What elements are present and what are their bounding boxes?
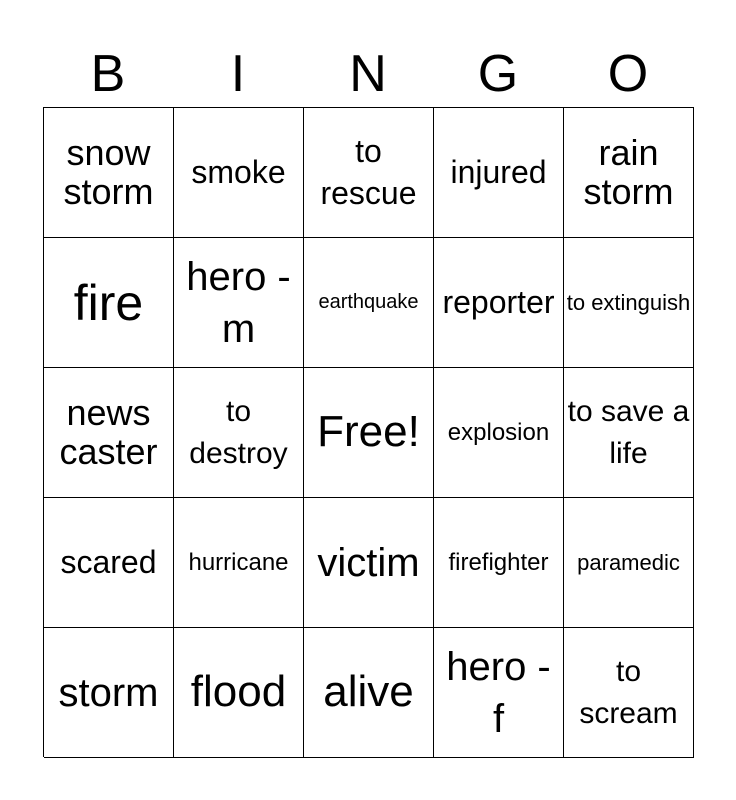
cell-label: to scream — [579, 655, 678, 730]
cell-label: to destroy — [189, 395, 288, 470]
bingo-cell[interactable] — [44, 628, 174, 758]
cell-label: news caster — [59, 391, 158, 472]
header-letter-o: O — [607, 45, 649, 103]
cell-label: storm — [58, 670, 159, 715]
cell-label: fire — [73, 274, 144, 331]
cell-label: reporter — [442, 283, 555, 320]
cell-label: snow storm — [63, 131, 154, 212]
bingo-cell[interactable] — [434, 498, 564, 628]
bingo-cell[interactable] — [564, 108, 694, 238]
cell-label: hero - m — [186, 254, 291, 351]
bingo-cell[interactable] — [304, 108, 434, 238]
cell-label: to rescue — [320, 132, 417, 211]
bingo-cell[interactable] — [304, 628, 434, 758]
bingo-cell[interactable] — [564, 628, 694, 758]
bingo-cell[interactable] — [434, 368, 564, 498]
bingo-cell[interactable] — [304, 498, 434, 628]
cell-label: injured — [450, 153, 547, 190]
cell-label: earthquake — [318, 290, 419, 313]
cell-label: paramedic — [577, 549, 680, 575]
cell-label: to save a life — [567, 395, 690, 470]
cell-label: Free! — [317, 407, 420, 457]
cell-label: flood — [190, 667, 287, 717]
cell-label: hurricane — [188, 548, 289, 576]
bingo-cell[interactable] — [434, 108, 564, 238]
bingo-cell[interactable] — [174, 238, 304, 368]
cell-label: explosion — [447, 418, 550, 446]
bingo-cell[interactable] — [44, 238, 174, 368]
bingo-cell[interactable] — [44, 498, 174, 628]
free-space-cell[interactable] — [304, 368, 434, 498]
header-letter-i: I — [230, 45, 246, 103]
bingo-cell[interactable] — [44, 108, 174, 238]
header-letter-b: B — [90, 45, 126, 103]
bingo-cell[interactable] — [564, 498, 694, 628]
bingo-cell[interactable] — [434, 628, 564, 758]
bingo-header — [43, 40, 693, 108]
cell-label: rain storm — [583, 131, 674, 212]
bingo-grid — [43, 107, 694, 757]
header-letter-g: G — [477, 45, 519, 103]
bingo-cell[interactable] — [174, 628, 304, 758]
bingo-cell[interactable] — [304, 238, 434, 368]
bingo-cell[interactable] — [174, 368, 304, 498]
cell-label: hero - f — [446, 644, 551, 741]
cell-label: victim — [317, 540, 420, 585]
bingo-cell[interactable] — [564, 368, 694, 498]
bingo-cell[interactable] — [434, 238, 564, 368]
cell-label: firefighter — [448, 548, 549, 576]
cell-label: scared — [60, 543, 157, 580]
cell-label: to extinguish — [566, 289, 691, 315]
bingo-cell[interactable] — [44, 368, 174, 498]
cell-label: smoke — [191, 153, 286, 190]
header-letter-n: N — [349, 45, 387, 103]
cell-label: alive — [323, 667, 414, 717]
bingo-cell[interactable] — [564, 238, 694, 368]
bingo-cell[interactable] — [174, 108, 304, 238]
bingo-cell[interactable] — [174, 498, 304, 628]
